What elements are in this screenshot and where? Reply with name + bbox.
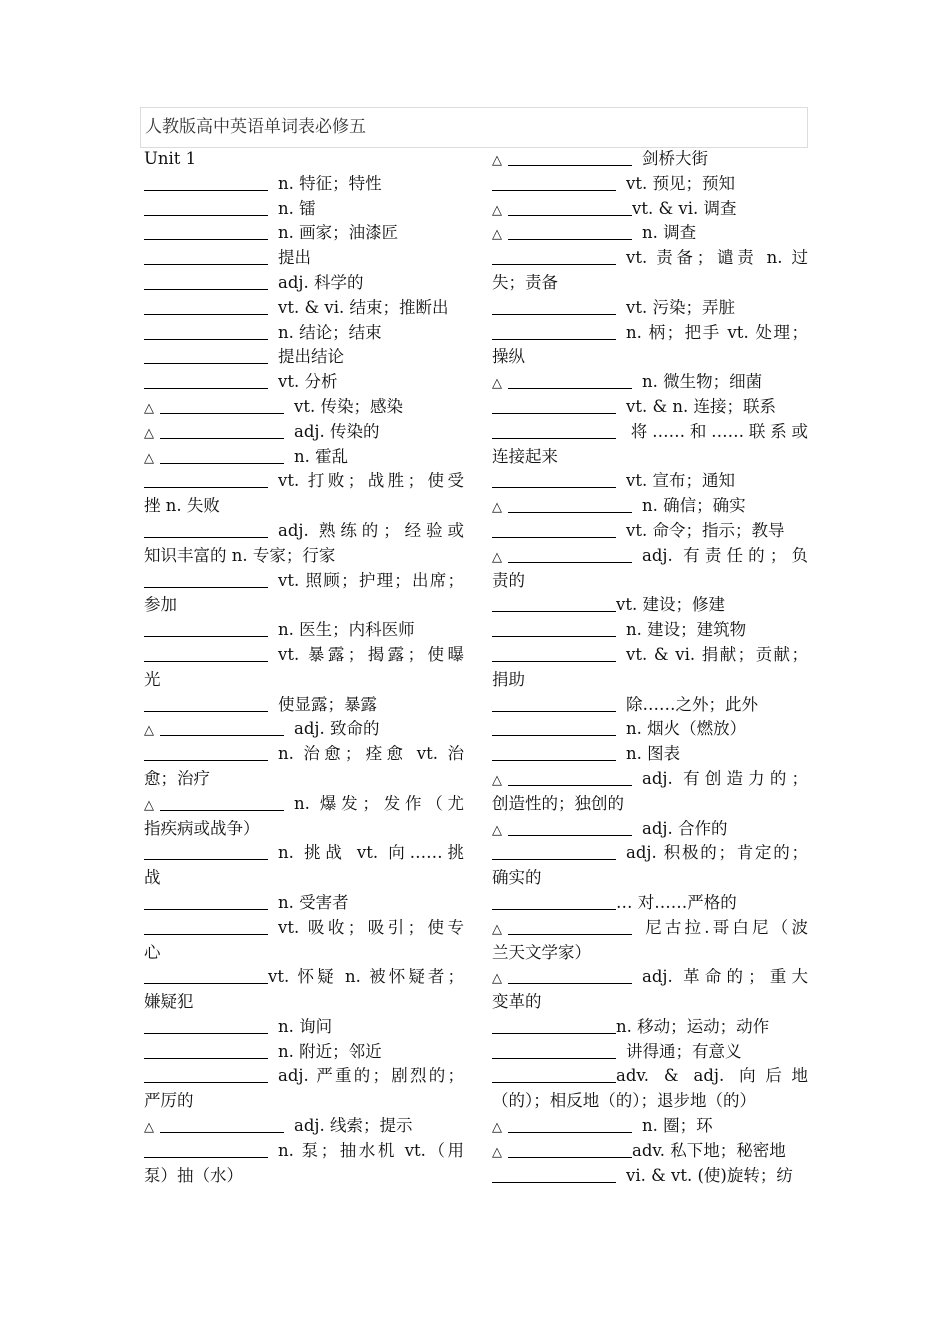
answer-blank[interactable]: [144, 322, 268, 340]
answer-blank[interactable]: [492, 718, 616, 736]
answer-blank[interactable]: [144, 644, 268, 662]
answer-blank[interactable]: [492, 421, 616, 439]
answer-blank[interactable]: [144, 1065, 268, 1083]
answer-blank[interactable]: [144, 743, 268, 761]
definition-text: vt. 建设；修建: [616, 595, 725, 615]
definition-text: vt. 传染；感染: [294, 396, 403, 416]
definition-text: vt. & vi. 结束；推断出: [278, 297, 449, 317]
vocab-entry: [144, 519, 464, 544]
triangle-icon: △: [144, 797, 154, 813]
definition-text: n. 烟火（燃放）: [626, 719, 747, 739]
answer-blank[interactable]: [144, 198, 268, 216]
vocab-entry: [492, 742, 808, 767]
vocab-entry: [144, 420, 464, 445]
definition-text: n. 泵；抽水机 vt.（用: [278, 1140, 464, 1160]
triangle-icon: △: [492, 971, 502, 987]
definition-text: adv. 私下地；秘密地: [632, 1140, 786, 1160]
answer-blank[interactable]: [144, 694, 268, 712]
vocab-entry: [144, 643, 464, 668]
answer-blank[interactable]: [492, 1165, 616, 1183]
answer-blank[interactable]: [160, 396, 284, 414]
definition-text: n. 建设；建筑物: [626, 620, 747, 640]
vocab-entry: [144, 246, 464, 271]
definition-text: 剑桥大街: [642, 149, 708, 168]
definition-continuation: 战: [144, 868, 161, 888]
definition-text: vt. 吸收；吸引；使专: [278, 917, 464, 937]
definition-continuation: 知识丰富的 n. 专家；行家: [144, 545, 336, 565]
triangle-icon: △: [144, 723, 154, 739]
definition-text: adj. 严重的；剧烈的；: [278, 1066, 464, 1086]
triangle-icon: △: [492, 376, 502, 392]
answer-blank[interactable]: [492, 1065, 616, 1083]
vocab-entry: [492, 841, 808, 866]
answer-blank[interactable]: [492, 594, 616, 612]
definition-text: vt. & vi. 捐献；贡献；: [626, 644, 808, 664]
vocab-entry: [492, 519, 808, 544]
vocab-entry: [492, 197, 808, 222]
definition-continuation: 兰天文学家）: [492, 942, 591, 962]
answer-blank[interactable]: [160, 793, 284, 811]
vocab-entry: [492, 469, 808, 494]
vocab-entry: [492, 1064, 808, 1089]
vocab-entry: [492, 1040, 808, 1065]
definition-text: n. 圈；环: [642, 1116, 713, 1136]
answer-blank[interactable]: [160, 421, 284, 439]
triangle-icon: △: [144, 450, 154, 466]
definition-text: n. 调查: [642, 223, 697, 243]
vocab-entry: [144, 742, 464, 767]
title-box: [140, 107, 808, 148]
vocab-entry: [492, 1114, 808, 1139]
definition-text: 将……和……联系或: [626, 421, 808, 441]
triangle-icon: △: [492, 822, 502, 838]
vocab-entry: [144, 1015, 464, 1040]
answer-blank[interactable]: [492, 619, 616, 637]
definition-continuation: （的）；相反地（的）；退步地（的）: [492, 1091, 756, 1111]
answer-blank[interactable]: [144, 966, 268, 984]
definition-text: vt. 宣布；通知: [626, 471, 735, 491]
definition-text: n. 结论；结束: [278, 322, 382, 342]
answer-blank[interactable]: [144, 520, 268, 538]
definition-text: n. 治愈；痊愈 vt. 治: [278, 744, 464, 764]
vocab-entry: [144, 916, 464, 941]
definition-continuation: 严厉的: [144, 1091, 194, 1111]
triangle-icon: △: [492, 921, 502, 937]
vocab-entry: [144, 693, 464, 718]
definition-text: vt. 照顾；护理；出席；: [278, 570, 464, 590]
answer-blank[interactable]: [492, 247, 616, 265]
definition-continuation: 挫 n. 失败: [144, 496, 220, 516]
definition-text: vt. 分析: [278, 372, 338, 392]
definition-text: 提出结论: [278, 347, 344, 367]
vocab-entry: [144, 321, 464, 346]
vocab-entry: [492, 717, 808, 742]
vocab-entry: [144, 1139, 464, 1164]
triangle-icon: △: [492, 153, 502, 168]
definition-text: n. 确信；确实: [642, 496, 746, 516]
vocab-entry: [144, 1040, 464, 1065]
page-title: 人教版高中英语单词表必修五: [145, 117, 366, 137]
answer-blank[interactable]: [144, 222, 268, 240]
vocab-entry: [492, 1015, 808, 1040]
vocab-entry: [492, 618, 808, 643]
definition-text: 尼古拉.哥白尼（波: [642, 917, 808, 937]
definition-text: vi. & vt. (使)旋转；纺: [626, 1165, 793, 1185]
triangle-icon: △: [144, 425, 154, 441]
definition-continuation: 泵）抽（水）: [144, 1165, 243, 1185]
vocab-entry: [144, 841, 464, 866]
definition-continuation: 嫌疑犯: [144, 992, 194, 1012]
vocab-entry: [144, 891, 464, 916]
vocab-entry: [144, 221, 464, 246]
definition-text: n. 挑战 vt. 向……挑: [278, 843, 464, 863]
answer-blank[interactable]: [144, 1016, 268, 1034]
definition-continuation: 连接起来: [492, 446, 558, 466]
triangle-icon: △: [492, 202, 502, 218]
answer-blank[interactable]: [508, 1140, 632, 1158]
definition-text: adj. 科学的: [278, 272, 364, 292]
vocab-entry: [144, 618, 464, 643]
definition-text: adj. 有责任的；负: [642, 545, 808, 565]
answer-blank[interactable]: [508, 198, 632, 216]
triangle-icon: △: [492, 772, 502, 788]
answer-blank[interactable]: [508, 148, 632, 166]
triangle-icon: △: [144, 1120, 154, 1136]
answer-blank[interactable]: [492, 322, 616, 340]
answer-blank[interactable]: [508, 966, 632, 984]
vocab-entry: [492, 420, 808, 445]
answer-blank[interactable]: [160, 1115, 284, 1133]
vocab-entry: [492, 221, 808, 246]
definition-text: n. 受害者: [278, 892, 349, 912]
definition-text: adj. 熟练的；经验或: [278, 520, 464, 540]
vocab-entry: [144, 569, 464, 594]
vocab-entry: [144, 965, 464, 990]
answer-blank[interactable]: [508, 917, 632, 935]
answer-blank[interactable]: [144, 917, 268, 935]
definition-text: vt. & n. 连接；联系: [626, 396, 776, 416]
answer-blank[interactable]: [508, 222, 632, 240]
definition-text: adj. 有创造力的；: [642, 768, 808, 788]
vocab-entry: [492, 544, 808, 569]
vocab-entry: [144, 172, 464, 197]
definition-text: adj. 合作的: [642, 818, 728, 838]
vocab-entry: [492, 246, 808, 271]
definition-text: vt. 命令；指示；教导: [626, 520, 785, 540]
definition-continuation: 指疾病或战争）: [144, 818, 260, 838]
triangle-icon: △: [492, 500, 502, 516]
definition-text: adj. 线索；提示: [294, 1116, 413, 1136]
vocab-entry: [144, 296, 464, 321]
vocab-entry: [492, 1164, 808, 1189]
vocab-entry: [492, 693, 808, 718]
definition-text: n. 图表: [626, 744, 681, 764]
definition-text: vt. 预见；预知: [626, 173, 735, 193]
definition-continuation: 参加: [144, 595, 177, 615]
answer-blank[interactable]: [492, 842, 616, 860]
vocab-entry: [492, 370, 808, 395]
definition-text: n. 爆发；发作（尤: [294, 793, 464, 813]
answer-blank[interactable]: [492, 173, 616, 191]
definition-continuation: 捐助: [492, 669, 525, 689]
definition-text: 讲得通；有意义: [626, 1041, 742, 1061]
definition-text: n. 画家；油漆匠: [278, 223, 399, 243]
vocab-entry: [144, 792, 464, 817]
answer-blank[interactable]: [144, 619, 268, 637]
vocab-entry: [492, 494, 808, 519]
answer-blank[interactable]: [492, 297, 616, 315]
definition-text: vt. & vi. 调查: [632, 198, 737, 218]
answer-blank[interactable]: [492, 892, 616, 910]
definition-text: n. 柄；把手 vt. 处理；: [626, 322, 808, 342]
answer-blank[interactable]: [508, 1115, 632, 1133]
answer-blank[interactable]: [508, 545, 632, 563]
answer-blank[interactable]: [508, 495, 632, 513]
definition-continuation: 责的: [492, 570, 525, 590]
definition-text: 除……之外；此外: [626, 694, 758, 714]
definition-text: adj. 革命的；重大: [642, 967, 808, 987]
definition-text: 提出: [278, 248, 311, 268]
definition-text: vt. 暴露；揭露；使曝: [278, 644, 464, 664]
definition-continuation: 变革的: [492, 992, 542, 1012]
definition-text: … 对……严格的: [616, 892, 737, 912]
definition-text: vt. 怀疑 n. 被怀疑者；: [268, 967, 464, 987]
definition-continuation: 愈；治疗: [144, 768, 210, 788]
vocab-entry: [492, 916, 808, 941]
definition-text: vt. 污染；弄脏: [626, 297, 735, 317]
answer-blank[interactable]: [160, 718, 284, 736]
answer-blank[interactable]: [492, 1016, 616, 1034]
definition-text: n. 镭: [278, 198, 316, 218]
answer-blank[interactable]: [492, 644, 616, 662]
answer-blank[interactable]: [144, 892, 268, 910]
vocab-entry: [144, 370, 464, 395]
vocab-entry: [492, 891, 808, 916]
answer-blank[interactable]: [144, 247, 268, 265]
definition-text: n. 霍乱: [294, 446, 349, 466]
definition-text: n. 移动；运动；动作: [616, 1016, 770, 1036]
vocab-entry: [492, 395, 808, 420]
vocab-entry: [144, 717, 464, 742]
definition-continuation: 光: [144, 669, 161, 689]
definition-text: adj. 致命的: [294, 719, 380, 739]
answer-blank[interactable]: [144, 297, 268, 315]
answer-blank[interactable]: [492, 743, 616, 761]
left-column: [144, 147, 464, 1188]
answer-blank[interactable]: [144, 842, 268, 860]
definition-text: vt. 责备；谴责 n. 过: [626, 248, 808, 268]
answer-blank[interactable]: [160, 446, 284, 464]
vocab-entry: [492, 593, 808, 618]
definition-text: adj. 积极的；肯定的；: [626, 843, 808, 863]
definition-continuation: 心: [144, 942, 161, 962]
vocab-entry: [144, 1114, 464, 1139]
answer-blank[interactable]: [492, 520, 616, 538]
answer-blank[interactable]: [508, 818, 632, 836]
vocab-entry: [144, 445, 464, 470]
vocab-entry: [492, 321, 808, 346]
vocab-entry: [144, 271, 464, 296]
definition-continuation: 确实的: [492, 868, 542, 888]
definition-text: vt. 打败；战胜；使受: [278, 471, 464, 491]
vocab-entry: [492, 767, 808, 792]
triangle-icon: △: [492, 227, 502, 243]
definition-text: n. 特征；特性: [278, 173, 382, 193]
triangle-icon: △: [492, 1144, 502, 1160]
answer-blank[interactable]: [144, 371, 268, 389]
vocab-entry: [144, 197, 464, 222]
definition-text: n. 微生物；细菌: [642, 372, 763, 392]
answer-blank[interactable]: [144, 1041, 268, 1059]
unit-heading: Unit 1: [144, 149, 197, 168]
answer-blank[interactable]: [144, 570, 268, 588]
definition-text: n. 医生；内科医师: [278, 620, 415, 640]
vocab-entry: [492, 296, 808, 321]
vocab-entry: [492, 817, 808, 842]
answer-blank[interactable]: [492, 396, 616, 414]
answer-blank[interactable]: [492, 1041, 616, 1059]
definition-continuation: 失；责备: [492, 272, 558, 292]
vocab-entry: [144, 345, 464, 370]
definition-text: 使显露；暴露: [278, 694, 377, 714]
definition-continuation: 操纵: [492, 347, 525, 367]
definition-text: n. 附近；邻近: [278, 1041, 382, 1061]
triangle-icon: △: [492, 549, 502, 565]
vocab-entry: [492, 965, 808, 990]
vocab-entry: [492, 1139, 808, 1164]
answer-blank[interactable]: [144, 346, 268, 364]
triangle-icon: △: [144, 400, 154, 416]
vocab-entry: [144, 395, 464, 420]
answer-blank[interactable]: [492, 470, 616, 488]
vocab-entry: [492, 147, 808, 172]
answer-blank[interactable]: [492, 694, 616, 712]
answer-blank[interactable]: [508, 768, 632, 786]
definition-text: adj. 传染的: [294, 421, 380, 441]
answer-blank[interactable]: [508, 371, 632, 389]
answer-blank[interactable]: [144, 470, 268, 488]
answer-blank[interactable]: [144, 272, 268, 290]
right-column: [492, 147, 808, 1188]
answer-blank[interactable]: [144, 1140, 268, 1158]
vocab-entry: [492, 643, 808, 668]
vocab-entry: [144, 469, 464, 494]
triangle-icon: △: [492, 1120, 502, 1136]
definition-text: n. 询问: [278, 1016, 333, 1036]
answer-blank[interactable]: [144, 173, 268, 191]
vocab-entry: [492, 172, 808, 197]
vocab-entry: [144, 1064, 464, 1089]
definition-continuation: 创造性的；独创的: [492, 793, 624, 813]
definition-text: adv. & adj. 向后地: [616, 1066, 808, 1086]
